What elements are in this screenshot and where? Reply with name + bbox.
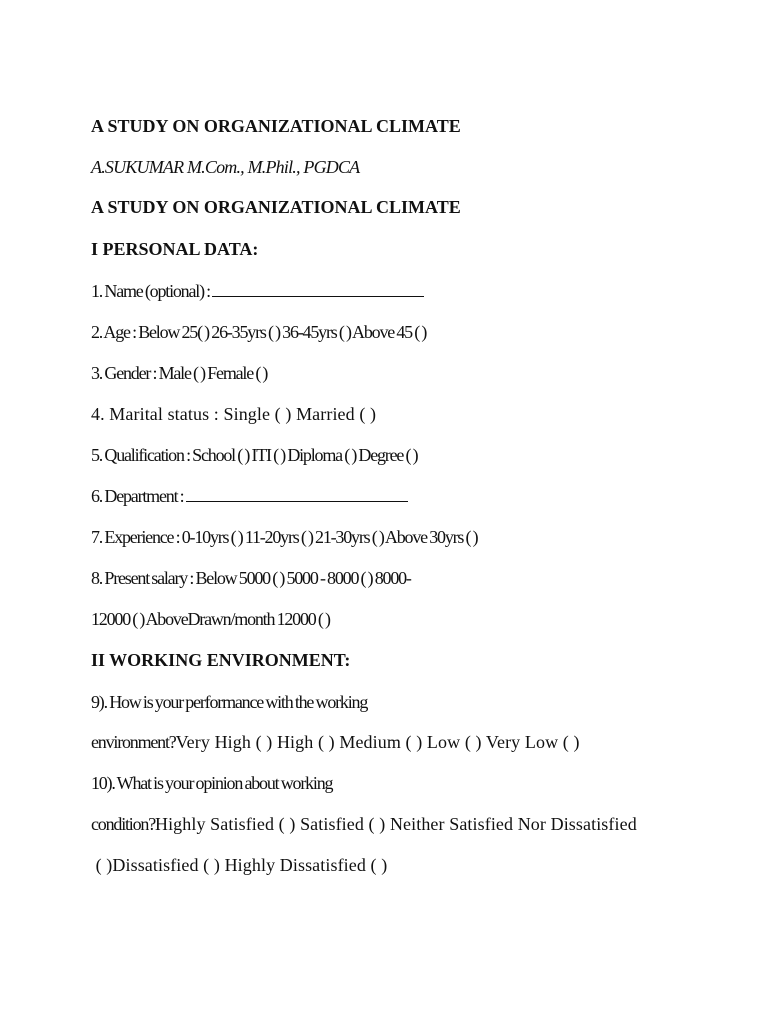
department-blank-line: [186, 487, 408, 502]
question-performance-options: Very High ( ) High ( ) Medium ( ) Low ( ) Very Low ( ): [175, 732, 580, 752]
question-performance-line-2: [91, 731, 580, 753]
question-marital-status: 4. Marital status : Single ( ) Married ( ): [91, 404, 377, 424]
question-name-label: 1. Name (optional) :: [91, 281, 213, 301]
author-line: A.SUKUMAR M.Com., M.Phil., PGDCA: [91, 157, 360, 177]
question-opinion-prompt: condition?: [91, 814, 155, 834]
question-gender: 3. Gender : Male ( ) Female ( ): [91, 363, 268, 383]
question-name: [91, 280, 424, 302]
question-performance-prompt: environment?: [91, 732, 176, 752]
question-salary-line-1: 8. Present salary : Below 5000 ( ) 5000 - 8000 ( ) 8000-: [91, 568, 411, 588]
question-experience: 7. Experience : 0-10yrs ( ) 11-20yrs ( ) 21-30yrs ( ) Above 30yrs ( ): [91, 527, 478, 547]
question-department-label: 6. Department :: [91, 486, 186, 506]
question-performance-line-1: 9). How is your performance with the working: [91, 692, 368, 712]
document-title: A STUDY ON ORGANIZATIONAL CLIMATE: [91, 116, 461, 136]
name-blank-line: [212, 282, 424, 297]
section-heading-working-environment: II WORKING ENVIRONMENT:: [91, 650, 351, 670]
question-opinion-options: Highly Satisfied ( ) Satisfied ( ) Neither Satisfied Nor Dissatisfied: [154, 814, 637, 834]
question-opinion-line-2: [91, 813, 637, 835]
question-salary-line-2: 12000 ( ) AboveDrawn/month 12000 ( ): [91, 609, 330, 629]
document-title-repeat: A STUDY ON ORGANIZATIONAL CLIMATE: [91, 197, 461, 217]
question-opinion-line-3: ( )Dissatisfied ( ) Highly Dissatisfied ( ): [91, 855, 388, 875]
question-age: 2. Age : Below 25( ) 26-35yrs ( ) 36-45yrs ( ) Above 45 ( ): [91, 322, 427, 342]
question-opinion-line-1: 10). What is your opinion about working: [91, 773, 333, 793]
question-department: [91, 485, 408, 507]
section-heading-personal-data: I PERSONAL DATA:: [91, 239, 259, 259]
question-qualification: 5. Qualification : School ( ) ITI ( ) Diploma ( ) Degree ( ): [91, 445, 418, 465]
